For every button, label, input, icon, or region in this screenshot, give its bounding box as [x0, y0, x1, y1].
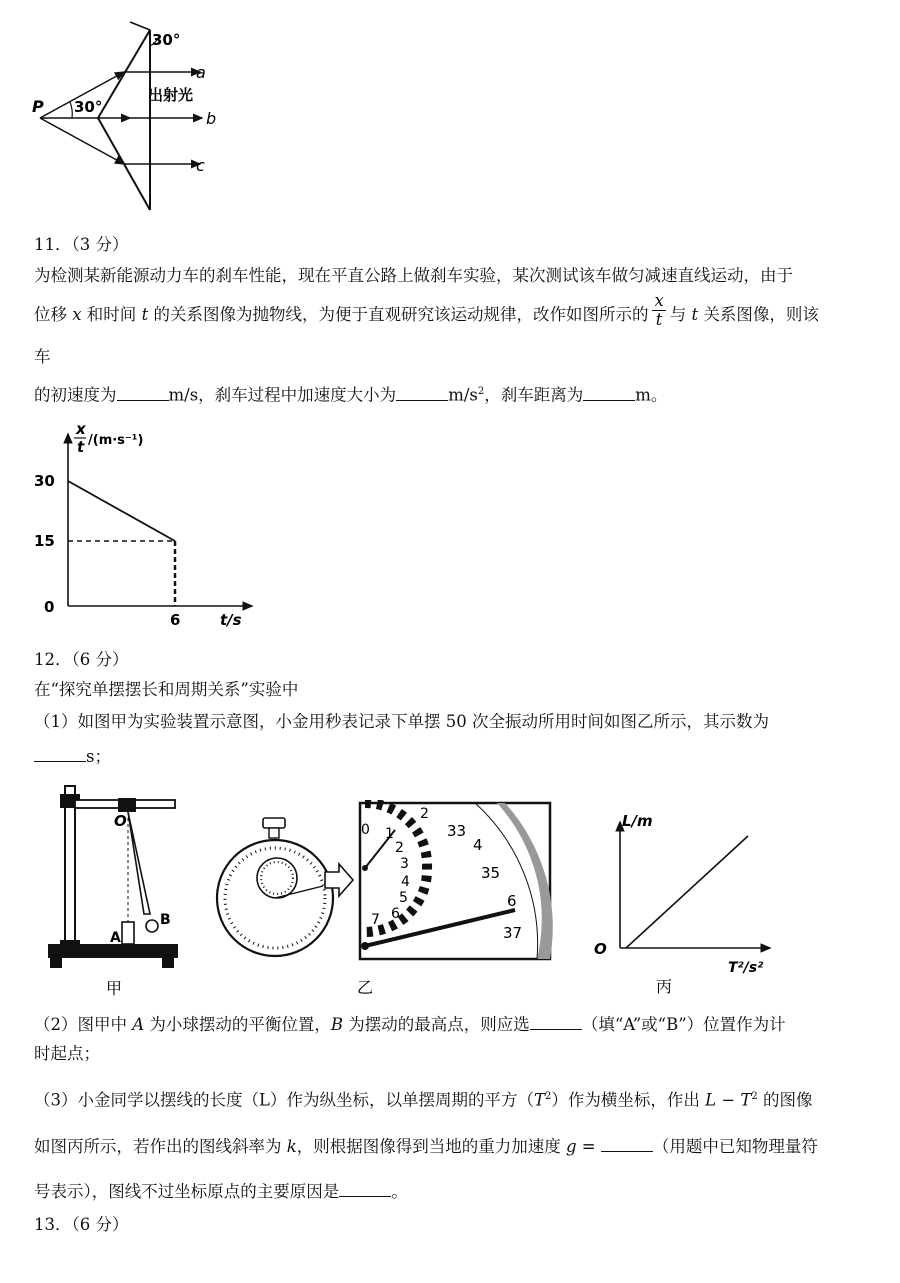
bing-origin: O	[594, 940, 607, 958]
ray-a-label: a	[196, 63, 206, 82]
svg-text:35: 35	[481, 864, 501, 882]
svg-text:1: 1	[385, 826, 394, 842]
q13-number: 13．（6 分）	[34, 1215, 129, 1234]
pendulum-string	[128, 812, 150, 914]
blank-gravity-expression[interactable]	[601, 1135, 653, 1152]
x-label: t/s	[220, 611, 242, 629]
caption-bing: 丙	[656, 977, 673, 996]
q12-number: 12．（6 分）	[34, 650, 129, 669]
tick-x-6: 6	[170, 611, 181, 629]
stand-pole	[65, 786, 75, 946]
graph-line	[68, 481, 175, 541]
ylabel-denominator: t	[77, 438, 85, 456]
x-over-t-fraction: $\frac{x}{t}$	[654, 291, 664, 329]
svg-text:3: 3	[400, 856, 409, 872]
blank-reason[interactable]	[339, 1180, 391, 1197]
q11-line4: 的初速度为 m/s，刹车过程中加速度大小为 $m/s^2$，刹车距离为 m。	[34, 385, 668, 405]
bing-ylabel: L/m	[622, 812, 653, 830]
q12-part3-line2: 如图丙所示，若作出的图线斜率为 k，则根据图像得到当地的重力加速度 g = （用题中已知物理量符	[34, 1137, 818, 1156]
ylabel-numerator: x	[76, 420, 86, 438]
bing-graph-line	[626, 836, 748, 948]
svg-text:0: 0	[361, 822, 370, 838]
y-unit: /(m·s⁻¹)	[88, 433, 144, 448]
label-o: O	[114, 812, 127, 830]
angle-top-label: 30°	[152, 31, 181, 49]
blank-stopwatch-reading[interactable]	[34, 745, 86, 762]
figure-bing	[590, 812, 790, 1002]
svg-text:7: 7	[371, 912, 380, 928]
figure-yi	[215, 800, 555, 1005]
out-light-label: 出射光	[148, 86, 194, 104]
svg-text:4: 4	[401, 874, 410, 890]
caption-jia: 甲	[106, 979, 123, 998]
svg-text:4: 4	[473, 836, 483, 854]
svg-text:2: 2	[395, 840, 404, 856]
q12-part3: （3）小金同学以摆线的长度（L）作为纵坐标，以单摆周期的平方$(T^2)$作为横坐标，作出 $L - T^2$ 的图像	[34, 1090, 813, 1110]
tick-y-30: 30	[34, 472, 55, 490]
q11-graph	[30, 418, 270, 630]
bing-xlabel: T²/s²	[728, 960, 764, 976]
svg-text:33: 33	[447, 822, 467, 840]
q12-part1-end: s；	[34, 745, 111, 769]
q12-intro: 在“探究单摆摆长和周期关系”实验中	[34, 680, 299, 699]
blank-braking-distance[interactable]	[583, 384, 635, 401]
optics-figure	[30, 20, 260, 220]
pendulum-bob-b	[146, 920, 158, 932]
q11-line2: 位移 x 和时间 t 的关系图像为抛物线，为便于直观研究该运动规律，改作如图所示的 $\frac{x}{t}$ 与 t 关系图像，则该	[34, 291, 819, 329]
blank-acceleration[interactable]	[396, 384, 448, 401]
svg-text:2: 2	[420, 806, 429, 822]
prism-edge-slant-top	[98, 30, 150, 118]
svg-text:6: 6	[507, 892, 517, 910]
q12-part3-line3: 号表示），图线不过坐标原点的主要原因是 。	[34, 1182, 408, 1201]
tick-y-15: 15	[34, 532, 55, 550]
q11-number: 11．（3 分）	[34, 235, 129, 254]
blank-initial-velocity[interactable]	[117, 384, 169, 401]
q11-line1: 为检测某新能源动力车的刹车性能，现在平直公路上做刹车实验，某次测试该车做匀减速直线运动，由于	[34, 266, 793, 285]
svg-text:37: 37	[503, 924, 523, 942]
q12-part2: （2）图甲中 A 为小球摆动的平衡位置，B 为摆动的最高点，则应选 （填“A”或“B”）位置作为计	[34, 1015, 786, 1034]
svg-text:5: 5	[399, 890, 408, 906]
position-a-marker	[122, 922, 134, 944]
point-p-label: P	[32, 97, 44, 116]
stopwatch-subdial	[257, 858, 297, 898]
q11-line3: 车	[34, 347, 51, 366]
origin-label: 0	[44, 598, 55, 616]
angle-left-label: 30°	[74, 98, 103, 116]
figure-jia	[40, 780, 190, 1002]
q12-part2-line2: 时起点；	[34, 1044, 100, 1063]
label-a: A	[110, 930, 121, 946]
ray-c-label: c	[196, 156, 205, 175]
q12-part1: （1）如图甲为实验装置示意图，小金用秒表记录下单摆 50 次全振动所用时间如图乙所示，其示数为	[34, 712, 769, 731]
blank-start-position[interactable]	[530, 1013, 582, 1030]
stopwatch-crown	[263, 818, 285, 828]
svg-text:6: 6	[391, 906, 400, 922]
caption-yi: 乙	[357, 978, 374, 997]
label-b: B	[160, 912, 171, 928]
ray-b-label: b	[206, 109, 217, 128]
